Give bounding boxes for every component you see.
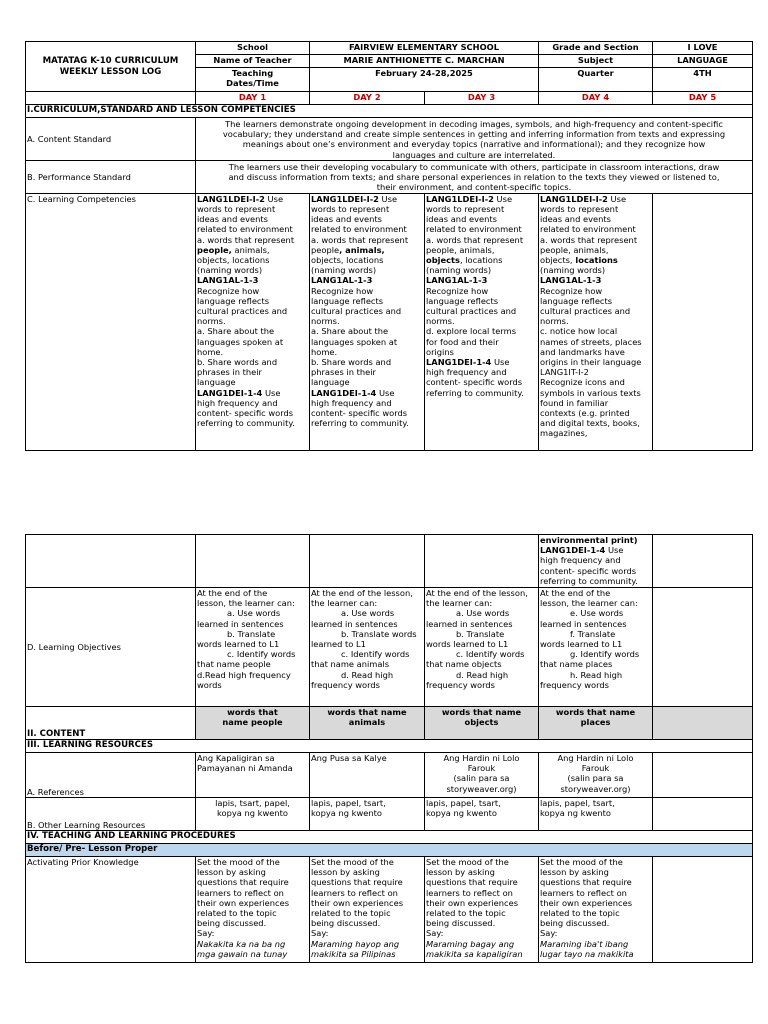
comp-text: for food and their: [426, 336, 499, 347]
obj-text: d.Read high frequency: [197, 669, 291, 680]
comp-bold: objects: [426, 255, 460, 266]
continued-label-cell: [26, 535, 196, 588]
obj-text: f. Translate: [570, 628, 616, 639]
comp-text: cultural practices and: [311, 306, 402, 317]
activating-day-1: [196, 857, 310, 963]
comp-text: Use: [264, 193, 284, 204]
comp-text: Recognize how: [540, 285, 603, 296]
references-label: A. References: [26, 753, 196, 798]
content-label: II. CONTENT: [26, 707, 196, 740]
content-text: objects: [464, 717, 499, 728]
obj-text: learned in sentences: [311, 618, 398, 629]
obj-text: e. Use words: [570, 608, 624, 619]
comp-bold: locations: [572, 255, 618, 266]
comp-text: animals,: [231, 244, 270, 255]
comp-text: related to environment: [197, 224, 293, 235]
references-day-3: [425, 753, 539, 798]
comp-text: language reflects: [540, 295, 613, 306]
comp-text: norms.: [197, 316, 226, 327]
comp-code: LANG1AL-1-3: [197, 275, 259, 286]
comp-text: home.: [311, 346, 338, 357]
other-resources-day-2: [310, 798, 425, 831]
comp-text: ideas and events: [311, 214, 382, 225]
proc-text: their own experiences: [311, 897, 404, 908]
comp-text: content- specific words: [311, 408, 408, 419]
comp-text: a. words that represent: [426, 234, 524, 245]
comp-text: high frequency and: [426, 367, 507, 378]
proc-text: Say:: [311, 928, 329, 939]
comp-text: and digital texts, books,: [540, 418, 640, 429]
proc-text: Say:: [197, 928, 215, 939]
content-day-4: [539, 707, 653, 740]
other-resources-day-5: [653, 798, 753, 831]
proc-italic: Maraming iba't ibang: [540, 938, 629, 949]
proc-text: related to the topic: [540, 908, 620, 919]
quarter-label: Quarter: [539, 68, 653, 92]
comp-text: referring to community.: [311, 418, 409, 429]
comp-text: a. Share about the: [197, 326, 275, 337]
comp-code: LANG1LDEI-I-2: [540, 193, 608, 204]
subject-value: LANGUAGE: [653, 55, 753, 68]
ref-text: (salin para sa: [567, 773, 624, 784]
comp-text: magazines,: [540, 428, 588, 439]
content-standard-label: A. Content Standard: [26, 118, 196, 161]
grade-label: Grade and Section: [539, 42, 653, 55]
ref-text: Ang Hardin ni Lolo: [557, 753, 634, 763]
lesson-log-table-page1: [25, 41, 753, 451]
comp-text: words to represent: [197, 204, 276, 215]
comp-text: Use: [376, 387, 395, 398]
comp-text: objects, locations: [311, 255, 384, 266]
comp-text: high frequency and: [540, 555, 621, 566]
content-text: words that name: [441, 707, 522, 717]
comp-code: LANG1DEI-1-4: [426, 357, 492, 368]
res-text: lapis, papel, tsart,: [426, 798, 501, 808]
content-day-3: [425, 707, 539, 740]
proc-italic: Nakakita ka na ba ng: [197, 938, 286, 949]
res-text: kopya ng kwento: [217, 808, 288, 819]
proc-text: questions that require: [197, 877, 289, 888]
continued-day-5: [653, 535, 753, 588]
procedures-title: IV. TEACHING AND LEARNING PROCEDURES: [26, 831, 753, 844]
obj-text: the learner can:: [311, 598, 378, 609]
continued-day-2: [310, 535, 425, 588]
comp-text: Use: [378, 193, 398, 204]
comp-text: (naming words): [540, 265, 606, 276]
dates-value: February 24-28,2025: [310, 68, 539, 92]
obj-text: frequency words: [426, 679, 495, 690]
ref-text: Ang Hardin ni Lolo: [443, 753, 520, 763]
proc-text: being discussed.: [197, 918, 267, 929]
obj-text: At the end of the lesson,: [311, 588, 413, 598]
cs-line: languages and culture are interrelated.: [392, 149, 556, 160]
grade-value: I LOVE: [653, 42, 753, 55]
comp-text: symbols in various texts: [540, 387, 641, 398]
objectives-label: D. Learning Objectives: [26, 588, 196, 707]
proc-text: lesson by asking: [311, 867, 380, 878]
comp-text: high frequency and: [197, 397, 278, 408]
other-resources-day-3: [425, 798, 539, 831]
comp-text: languages spoken at: [311, 336, 398, 347]
comp-text: people: [311, 244, 340, 255]
comp-code: LANG1LDEI-I-2: [426, 193, 494, 204]
teacher-label: Name of Teacher: [196, 55, 310, 68]
comp-text: a. words that represent: [540, 234, 638, 245]
proc-text: their own experiences: [540, 897, 633, 908]
content-text: words that name: [555, 707, 636, 717]
obj-text: that name people: [197, 659, 271, 670]
comp-text: Use: [262, 387, 281, 398]
proc-text: their own experiences: [197, 897, 290, 908]
comp-code: LANG1LDEI-I-2: [311, 193, 379, 204]
comp-text: home.: [197, 346, 224, 357]
other-resources-day-4: [539, 798, 653, 831]
doc-title-line2: WEEKLY LESSON LOG: [59, 66, 162, 77]
activating-day-5: [653, 857, 753, 963]
proc-italic: makikita sa kapaligiran: [426, 948, 523, 959]
subject-label: Subject: [539, 55, 653, 68]
proc-text: lesson by asking: [197, 867, 266, 878]
proc-italic: lugar tayo na makikita: [540, 948, 634, 959]
performance-standard-label: B. Performance Standard: [26, 160, 196, 193]
day-2-heading: DAY 2: [310, 92, 425, 105]
cs-line: vocabulary; they understand and create simple sentences in getting and inferring information from texts and expressing: [222, 129, 726, 140]
objectives-day-1: [196, 588, 310, 707]
obj-text: lesson, the learner can:: [540, 598, 638, 609]
day-5-heading: DAY 5: [653, 92, 753, 105]
comp-text: people, animals,: [426, 244, 495, 255]
proc-text: questions that require: [426, 877, 518, 888]
proc-text: Set the mood of the: [197, 857, 280, 867]
proc-text: learners to reflect on: [540, 887, 627, 898]
obj-text: the learner can:: [426, 598, 493, 609]
obj-text: that name places: [540, 659, 613, 670]
dates-label-line1: Teaching: [231, 68, 274, 78]
comp-text: norms.: [540, 316, 569, 327]
comp-text: languages spoken at: [197, 336, 284, 347]
obj-text: c. Identify words: [341, 649, 410, 660]
comp-text: referring to community.: [197, 418, 295, 429]
comp-text: d. explore local terms: [426, 326, 517, 337]
objectives-day-4: [539, 588, 653, 707]
comp-text: objects, locations: [197, 255, 270, 266]
proc-italic: Maraming hayop ang: [311, 938, 400, 949]
school-value: FAIRVIEW ELEMENTARY SCHOOL: [310, 42, 539, 55]
comp-text: phrases in their: [311, 367, 376, 378]
obj-text: frequency words: [311, 679, 380, 690]
comp-text: content- specific words: [540, 565, 637, 576]
obj-text: At the end of the lesson,: [426, 588, 528, 598]
comp-text: Use: [493, 193, 513, 204]
obj-text: a. Use words: [456, 608, 510, 619]
competencies-day-4: [539, 193, 653, 450]
proc-text: being discussed.: [426, 918, 496, 929]
proc-text: related to the topic: [426, 908, 506, 919]
comp-text: a. words that represent: [197, 234, 295, 245]
proc-text: Say:: [426, 928, 444, 939]
comp-code: LANG1LDEI-I-2: [197, 193, 265, 204]
comp-text: a. words that represent: [311, 234, 409, 245]
comp-text: ideas and events: [426, 214, 497, 225]
comp-text: phrases in their: [197, 367, 262, 378]
comp-text: related to environment: [426, 224, 522, 235]
competencies-day-5: [653, 193, 753, 450]
obj-text: d. Read high: [456, 669, 509, 680]
comp-text: norms.: [426, 316, 455, 327]
activating-day-2: [310, 857, 425, 963]
comp-text: related to environment: [540, 224, 636, 235]
school-label: School: [196, 42, 310, 55]
comp-text: (naming words): [311, 265, 377, 276]
comp-text: b. Share words and: [197, 357, 278, 368]
obj-text: words learned to L1: [197, 639, 280, 650]
comp-text: cultural practices and: [426, 306, 517, 317]
doc-title: [26, 42, 196, 92]
references-day-1: [196, 753, 310, 798]
competencies-day-3: [425, 193, 539, 450]
res-text: lapis, tsart, papel,: [215, 798, 290, 808]
proc-text: learners to reflect on: [197, 887, 284, 898]
obj-text: c. Identify words: [227, 649, 296, 660]
obj-text: a. Use words: [227, 608, 281, 619]
cs-line: meanings about one’s environment and everyday topics (narrative and informational); and they recognize how: [242, 139, 706, 150]
comp-text: origins in their language: [540, 357, 642, 368]
comp-text: language reflects: [311, 295, 384, 306]
continued-day-3: [425, 535, 539, 588]
ref-text: storyweaver.org): [560, 783, 631, 794]
ref-text: Ang Kapaligiran sa: [197, 753, 275, 763]
objectives-day-3: [425, 588, 539, 707]
obj-text: b. Translate: [227, 628, 276, 639]
comp-text: ideas and events: [540, 214, 611, 225]
competencies-day-2: [310, 193, 425, 450]
competencies-label: C. Learning Competencies: [26, 193, 196, 450]
comp-code: LANG1AL-1-3: [426, 275, 488, 286]
obj-text: that name animals: [311, 659, 390, 670]
content-text: words that name: [327, 707, 407, 717]
continued-day-1: [196, 535, 310, 588]
teacher-value: MARIE ANTHIONETTE C. MARCHAN: [310, 55, 539, 68]
proc-text: learners to reflect on: [311, 887, 398, 898]
comp-text: Use: [491, 357, 510, 368]
comp-bold: , animals,: [339, 244, 385, 255]
res-text: kopya ng kwento: [426, 808, 497, 819]
competencies-day-1: [196, 193, 310, 450]
comp-text: found in familiar: [540, 397, 609, 408]
comp-text: Recognize icons and: [540, 377, 625, 388]
section-1-title: I.CURRICULUM,STANDARD AND LESSON COMPETENCIES: [26, 105, 753, 118]
resources-title: III. LEARNING RESOURCES: [26, 740, 753, 753]
performance-standard-text: [196, 160, 753, 193]
comp-bold: environmental print): [540, 535, 638, 545]
dates-label-line2: Dates/Time: [226, 78, 279, 89]
before-lesson-heading: Before/ Pre- Lesson Proper: [26, 844, 753, 857]
proc-text: being discussed.: [540, 918, 610, 929]
comp-text: language: [197, 377, 236, 388]
comp-text: referring to community.: [540, 575, 638, 586]
obj-text: words learned to L1: [540, 639, 623, 650]
activating-day-3: [425, 857, 539, 963]
comp-text: , locations: [459, 255, 503, 266]
objectives-day-2: [310, 588, 425, 707]
obj-text: words: [197, 679, 222, 690]
comp-text: language reflects: [426, 295, 499, 306]
comp-text: related to environment: [311, 224, 407, 235]
content-text: animals: [348, 717, 386, 728]
comp-text: Use: [607, 193, 627, 204]
comp-text: referring to community.: [426, 387, 524, 398]
references-day-5: [653, 753, 753, 798]
obj-text: h. Read high: [570, 669, 623, 680]
res-text: kopya ng kwento: [311, 808, 382, 819]
res-text: lapis, papel, tsart,: [540, 798, 615, 808]
other-resources-day-1: [196, 798, 310, 831]
obj-text: learned in sentences: [426, 618, 513, 629]
obj-text: learned in sentences: [197, 618, 284, 629]
ref-text: Ang Pusa sa Kalye: [311, 753, 387, 763]
comp-text: cultural practices and: [197, 306, 288, 317]
objectives-day-5: [653, 588, 753, 707]
proc-text: questions that require: [540, 877, 632, 888]
comp-text: Recognize how: [311, 285, 374, 296]
activating-prior-knowledge-label: Activating Prior Knowledge: [26, 857, 196, 963]
obj-text: that name objects: [426, 659, 502, 670]
obj-text: learned to L1: [311, 639, 366, 650]
proc-text: Set the mood of the: [426, 857, 509, 867]
comp-text: Recognize how: [426, 285, 489, 296]
comp-text: names of streets, places: [540, 336, 642, 347]
obj-text: d. Read high: [341, 669, 394, 680]
comp-text: language reflects: [197, 295, 270, 306]
proc-text: Set the mood of the: [311, 857, 394, 867]
proc-text: lesson by asking: [426, 867, 495, 878]
proc-text: Say:: [540, 928, 558, 939]
content-standard-text: [196, 118, 753, 161]
ps-line: their environment, and content-specific topics.: [376, 182, 572, 193]
comp-text: Recognize how: [197, 285, 260, 296]
references-day-2: [310, 753, 425, 798]
obj-text: b. Translate: [456, 628, 505, 639]
proc-text: questions that require: [311, 877, 403, 888]
comp-text: content- specific words: [426, 377, 523, 388]
proc-text: learners to reflect on: [426, 887, 513, 898]
proc-text: being discussed.: [311, 918, 381, 929]
content-day-1: [196, 707, 310, 740]
res-text: kopya ng kwento: [540, 808, 611, 819]
comp-text: ideas and events: [197, 214, 268, 225]
proc-text: related to the topic: [311, 908, 391, 919]
comp-text: origins: [426, 346, 454, 357]
obj-text: At the end of the: [197, 588, 268, 598]
comp-text: objects,: [540, 255, 573, 266]
obj-text: At the end of the: [540, 588, 611, 598]
obj-text: c. Identify words: [456, 649, 525, 660]
content-text: places: [580, 717, 611, 728]
comp-text: language: [311, 377, 350, 388]
comp-text: c. notice how local: [540, 326, 618, 337]
res-text: lapis, papel, tsart,: [311, 798, 386, 808]
comp-code: LANG1DEI-1-4: [197, 387, 263, 398]
obj-text: a. Use words: [341, 608, 395, 619]
proc-text: Set the mood of the: [540, 857, 623, 867]
comp-code: LANG1AL-1-3: [311, 275, 373, 286]
proc-italic: mga gawain na tunay: [197, 948, 288, 959]
proc-italic: Maraming bagay ang: [426, 938, 515, 949]
comp-code: LANG1AL-1-3: [540, 275, 602, 286]
proc-text: lesson by asking: [540, 867, 609, 878]
comp-text: words to represent: [426, 204, 505, 215]
comp-text: content- specific words: [197, 408, 294, 419]
proc-italic: makikita sa Pilipinas: [311, 948, 396, 959]
ref-text: storyweaver.org): [446, 783, 517, 794]
lesson-log-table-page2: [25, 534, 753, 963]
comp-text: a. Share about the: [311, 326, 389, 337]
ref-text: (salin para sa: [453, 773, 510, 784]
dates-label: [196, 68, 310, 92]
ref-text: Pamayanan ni Amanda: [197, 763, 293, 774]
obj-text: learned in sentences: [540, 618, 627, 629]
doc-title-line1: MATATAG K-10 CURRICULUM: [42, 56, 179, 67]
ref-text: Farouk: [467, 763, 496, 774]
comp-text: and landmarks have: [540, 346, 625, 357]
ref-text: Farouk: [581, 763, 610, 774]
comp-text: cultural practices and: [540, 306, 631, 317]
obj-text: lesson, the learner can:: [197, 598, 295, 609]
comp-text: words to represent: [540, 204, 619, 215]
proc-text: related to the topic: [197, 908, 277, 919]
content-text: name people: [222, 717, 283, 728]
comp-text: people, animals,: [540, 244, 609, 255]
comp-code: LANG1IT-I-2: [540, 367, 589, 378]
comp-bold: people,: [197, 244, 232, 255]
obj-text: b. Translate words: [341, 628, 417, 639]
comp-code: LANG1DEI-1-4: [540, 545, 606, 556]
day-1-heading: DAY 1: [196, 92, 310, 105]
activating-day-4: [539, 857, 653, 963]
content-day-5: [653, 707, 753, 740]
comp-text: Use: [605, 545, 624, 556]
comp-text: b. Share words and: [311, 357, 392, 368]
comp-code: LANG1DEI-1-4: [311, 387, 377, 398]
content-text: words that: [227, 707, 278, 717]
comp-text: words to represent: [311, 204, 390, 215]
days-blank-cell: [26, 92, 196, 105]
quarter-value: 4TH: [653, 68, 753, 92]
day-3-heading: DAY 3: [425, 92, 539, 105]
comp-text: norms.: [311, 316, 340, 327]
day-4-heading: DAY 4: [539, 92, 653, 105]
comp-text: high frequency and: [311, 397, 392, 408]
continued-day-4: [539, 535, 653, 588]
ps-line: and discuss information from texts; and share personal experiences in relation to the texts they viewed or listened to,: [228, 172, 720, 183]
comp-text: contexts (e.g. printed: [540, 408, 630, 419]
content-day-2: [310, 707, 425, 740]
ps-line: The learners use their developing vocabulary to communicate with others, participate in classroom interactions, draw: [228, 161, 720, 172]
references-day-4: [539, 753, 653, 798]
obj-text: words learned to L1: [426, 639, 509, 650]
comp-text: (naming words): [197, 265, 263, 276]
obj-text: frequency words: [540, 679, 609, 690]
proc-text: their own experiences: [426, 897, 519, 908]
comp-text: (naming words): [426, 265, 492, 276]
cs-line: The learners demonstrate ongoing development in decoding images, symbols, and high-frequency and content-specific: [225, 119, 723, 129]
other-resources-label: B. Other Learning Resources: [26, 798, 196, 831]
obj-text: g. Identify words: [570, 649, 640, 660]
